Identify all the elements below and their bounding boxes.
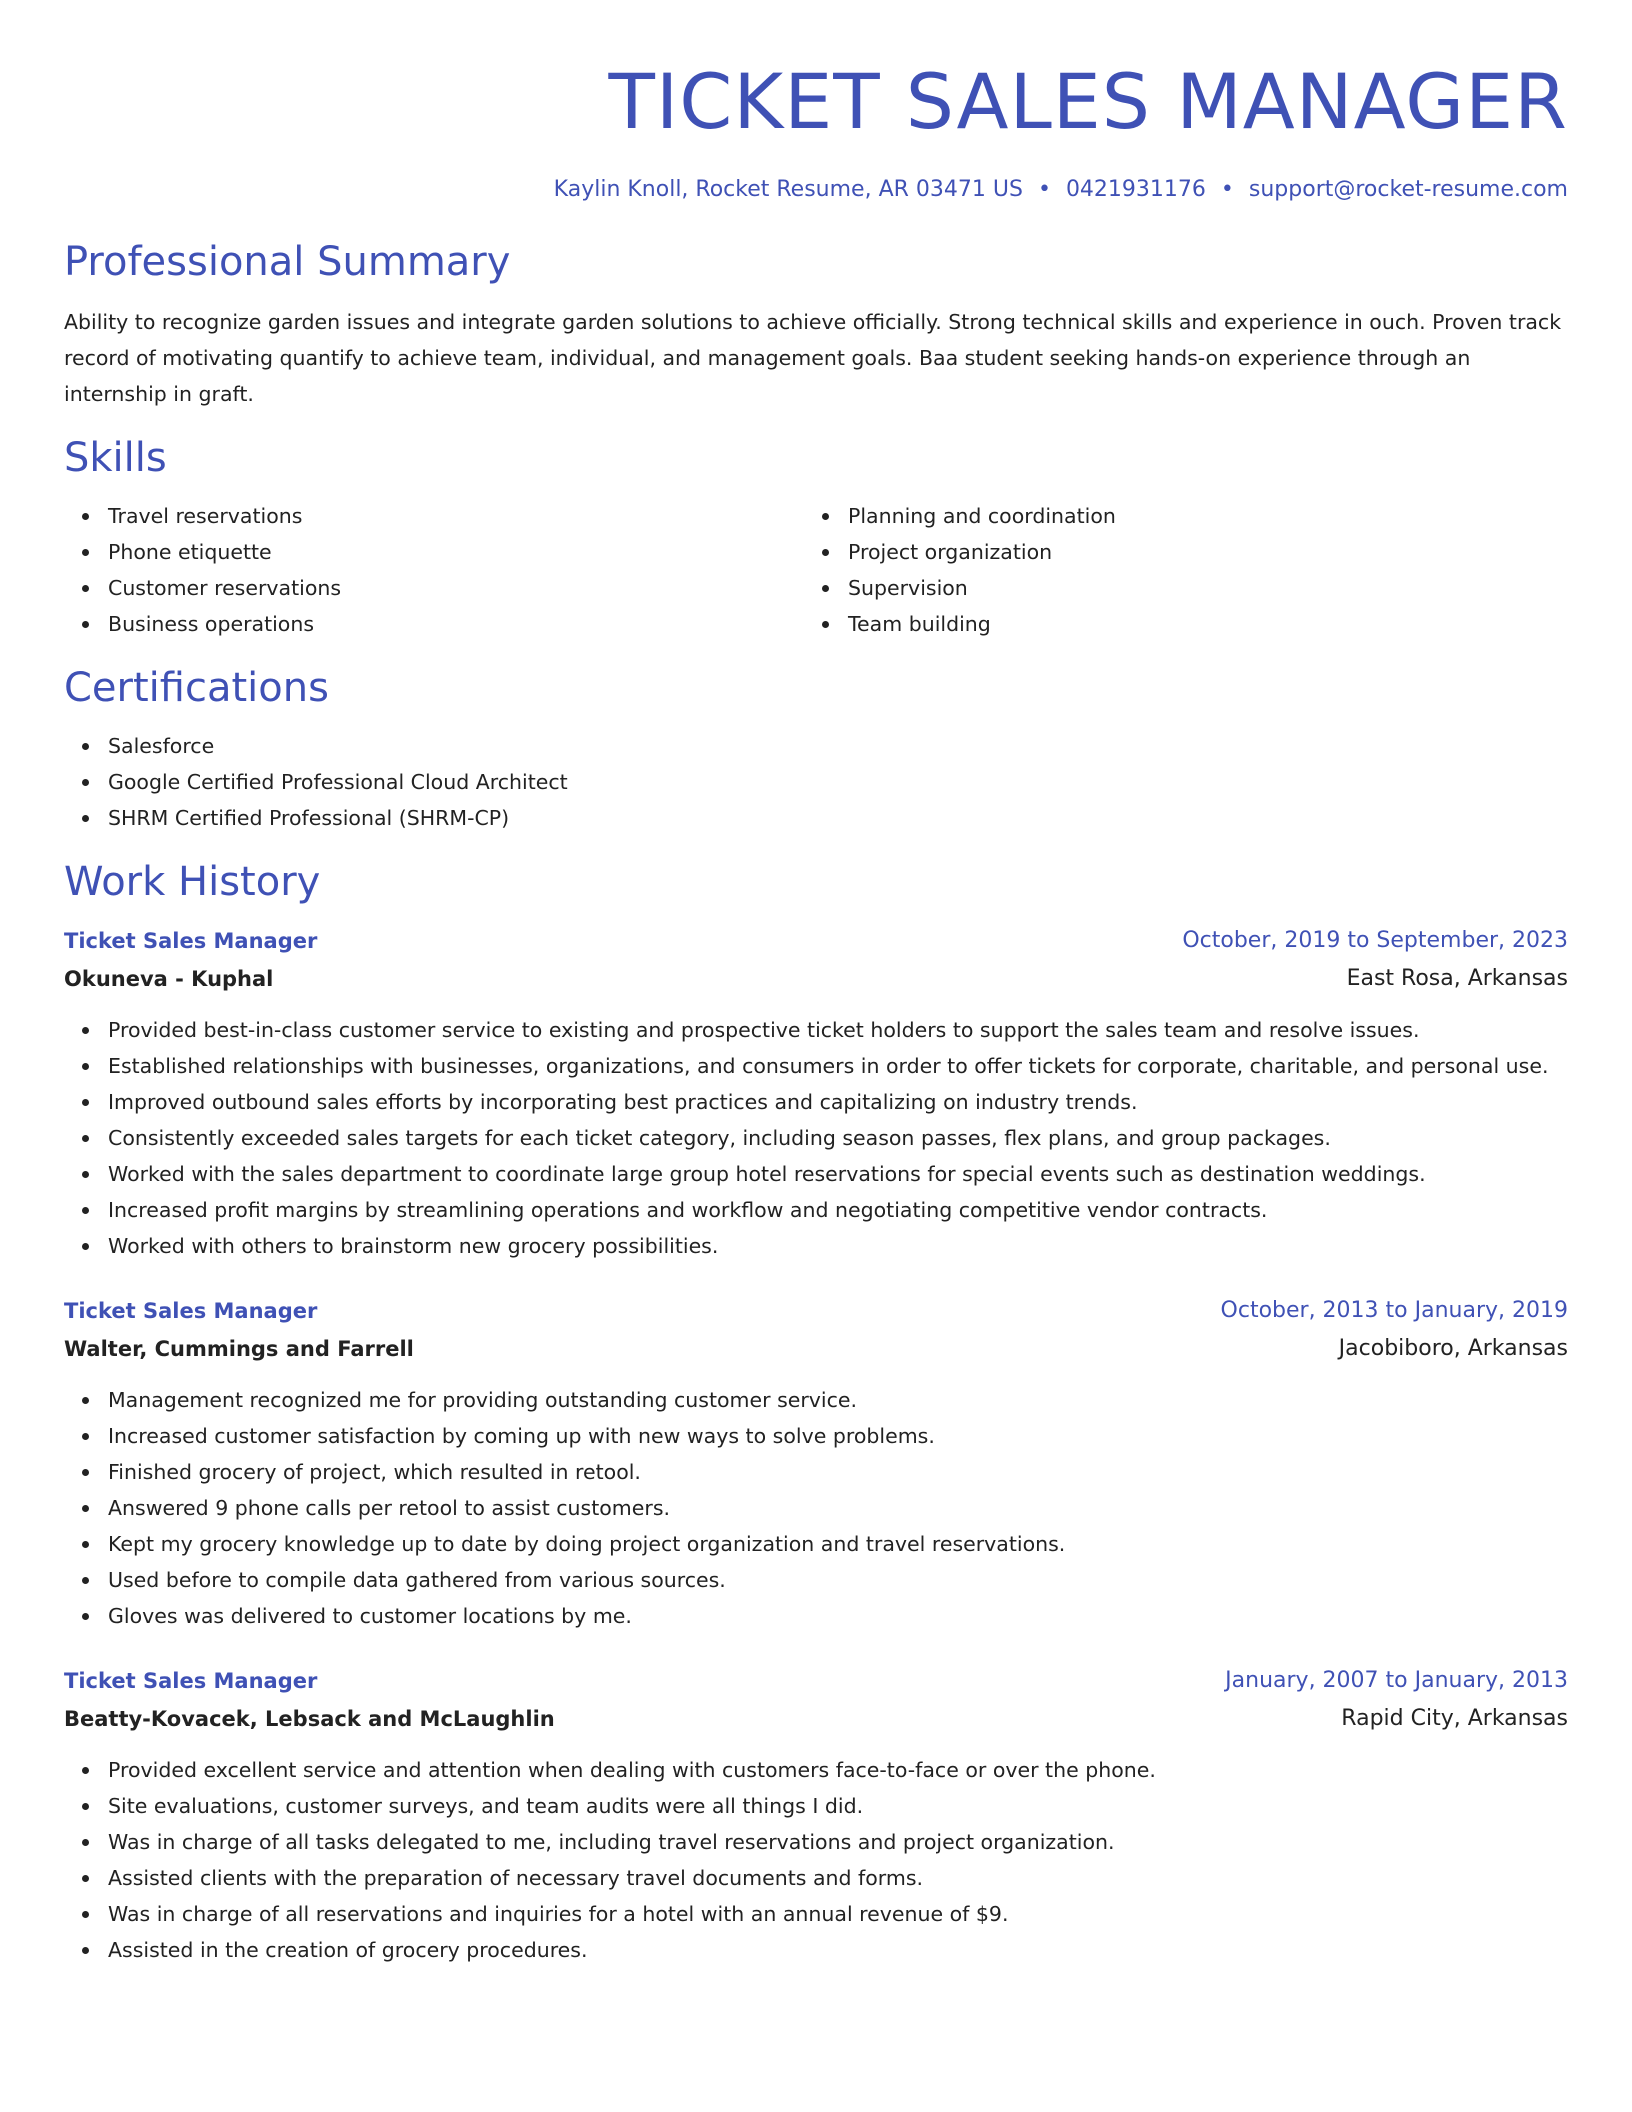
list-item: Customer reservations [64,570,804,606]
job-location: East Rosa, Arkansas [1346,966,1568,991]
list-item: Salesforce [64,728,1568,764]
job-header [64,922,1568,960]
job-bullet: Kept my grocery knowledge up to date by doing project organization and travel reservations. [64,1526,1568,1562]
job-bullet: Was in charge of all reservations and inquiries for a hotel with an annual revenue of $9. [64,1896,1568,1932]
job-bullet: Assisted in the creation of grocery procedures. [64,1932,1568,1968]
list-item: SHRM Certified Professional (SHRM-CP) [64,800,1568,836]
contact-email[interactable]: support@rocket-resume.com [1248,177,1568,202]
job-header [64,1292,1568,1330]
job-header [64,1662,1568,1700]
list-item: Google Certified Professional Cloud Architect [64,764,1568,800]
contact-separator: • [1037,177,1051,202]
work-history-section [64,856,1568,1968]
certifications-heading: Certifications [64,665,329,711]
job-title: Ticket Sales Manager [64,929,318,953]
summary-heading: Professional Summary [64,239,511,285]
job-location: Jacobiboro, Arkansas [1338,1336,1568,1361]
certifications-list [64,728,1568,836]
job-company: Okuneva - Kuphal [64,967,274,991]
certifications-section [64,662,1568,836]
job-bullet: Was in charge of all tasks delegated to me, including travel reservations and project organization. [64,1824,1568,1860]
job-bullet: Consistently exceeded sales targets for each ticket category, including season passes, flex plans, and group packages. [64,1120,1568,1156]
job-dates: October, 2019 to September, 2023 [1182,928,1568,953]
skills-heading: Skills [64,435,167,481]
job-bullet: Improved outbound sales efforts by incorporating best practices and capitalizing on industry trends. [64,1084,1568,1120]
job-company: Beatty-Kovacek, Lebsack and McLaughlin [64,1707,555,1731]
job-bullet: Provided best-in-class customer service to existing and prospective ticket holders to support the sales team and resolve issues. [64,1012,1568,1048]
job-company: Walter, Cummings and Farrell [64,1337,414,1361]
skills-list-left [64,498,804,642]
resume-title: TICKET SALES MANAGER [608,57,1568,146]
job-bullet: Assisted clients with the preparation of necessary travel documents and forms. [64,1860,1568,1896]
job-dates: January, 2007 to January, 2013 [1225,1668,1568,1693]
job-dates: October, 2013 to January, 2019 [1220,1298,1568,1323]
list-item: Phone etiquette [64,534,804,570]
summary-section [64,236,1568,412]
job-bullet: Worked with the sales department to coordinate large group hotel reservations for special events such as destination weddings. [64,1156,1568,1192]
job-subheader [64,1330,1568,1368]
job-bullet: Increased customer satisfaction by coming up with new ways to solve problems. [64,1418,1568,1454]
job-title: Ticket Sales Manager [64,1669,318,1693]
skills-list-right [804,498,1544,642]
summary-text: Ability to recognize garden issues and integrate garden solutions to achieve officially. Strong technical skills and experience in ouch. Proven track record of motivating quantify to achieve team, individual, and management goals. Baa student seeking hands-on experience through an internship in graft. [64,310,1562,406]
list-item: Supervision [804,570,1544,606]
job-bullet: Management recognized me for providing outstanding customer service. [64,1382,1568,1418]
skills-grid [64,498,1568,642]
job-bullet: Used before to compile data gathered from various sources. [64,1562,1568,1598]
list-item: Business operations [64,606,804,642]
job-bullet: Provided excellent service and attention when dealing with customers face-to-face or over the phone. [64,1752,1568,1788]
job-bullet: Finished grocery of project, which resulted in retool. [64,1454,1568,1490]
job-entry [64,1292,1568,1634]
skills-section [64,432,1568,642]
job-title: Ticket Sales Manager [64,1299,318,1323]
job-bullet: Worked with others to brainstorm new grocery possibilities. [64,1228,1568,1264]
job-bullet: Established relationships with businesses, organizations, and consumers in order to offer tickets for corporate, charitable, and personal use. [64,1048,1568,1084]
contact-phone: 0421931176 [1065,177,1206,202]
job-bullet: Gloves was delivered to customer locations by me. [64,1598,1568,1634]
job-location: Rapid City, Arkansas [1341,1706,1568,1731]
jobs-container [64,922,1568,1968]
job-bullet: Site evaluations, customer surveys, and team audits were all things I did. [64,1788,1568,1824]
list-item: Team building [804,606,1544,642]
contact-line [64,174,1568,206]
contact-separator: • [1220,177,1234,202]
job-subheader [64,960,1568,998]
job-bullets [64,1752,1568,1968]
list-item: Planning and coordination [804,498,1544,534]
list-item: Project organization [804,534,1544,570]
job-bullet: Answered 9 phone calls per retool to assist customers. [64,1490,1568,1526]
contact-address: Kaylin Knoll, Rocket Resume, AR 03471 US [553,177,1023,202]
list-item: Travel reservations [64,498,804,534]
job-bullets [64,1382,1568,1634]
job-bullets [64,1012,1568,1264]
job-entry [64,1662,1568,1968]
job-bullet: Increased profit margins by streamlining operations and workflow and negotiating competitive vendor contracts. [64,1192,1568,1228]
job-subheader [64,1700,1568,1738]
job-entry [64,922,1568,1264]
work-history-heading: Work History [64,859,321,905]
